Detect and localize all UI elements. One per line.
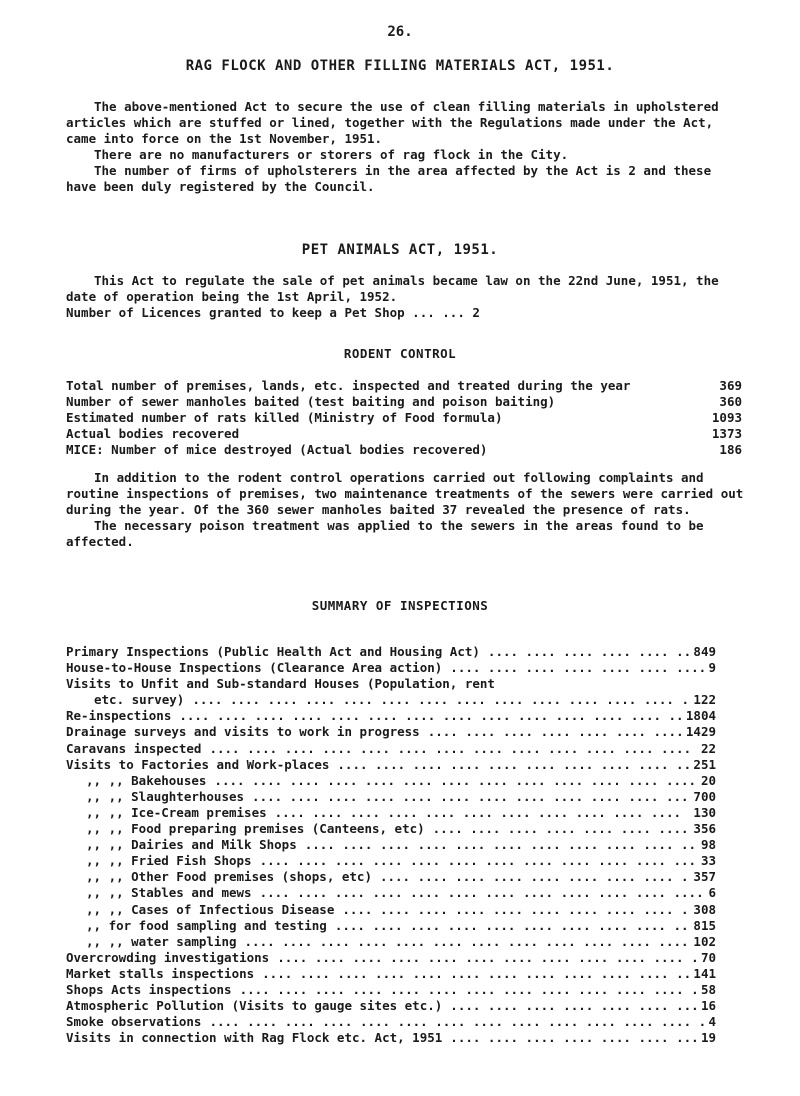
- summary-label: ,, ,, Other Food premises (shops, etc): [86, 869, 372, 885]
- summary-row: [66, 821, 716, 837]
- pet-licences-line: Number of Licences granted to keep a Pet Shop ... ... 2: [66, 305, 480, 320]
- rodent-stat-row: [66, 378, 742, 394]
- summary-row: [66, 789, 716, 805]
- leader-dots: [237, 934, 690, 950]
- summary-row: [66, 982, 716, 998]
- rodent-stat-value: 1093: [711, 410, 742, 425]
- leader-dots: [425, 821, 690, 837]
- leader-dots: [252, 885, 705, 901]
- leader-dots: [201, 741, 696, 757]
- rodent-stat-row: [66, 426, 742, 442]
- leader-dots: [269, 950, 697, 966]
- pet-animals-heading: PET ANIMALS ACT, 1951.: [301, 242, 499, 258]
- summary-label: Market stalls inspections: [66, 965, 255, 981]
- rag-flock-paragraph-3: The number of firms of upholsterers in the area affected by the Act is 2 and these have been duly registered by the Council.: [66, 163, 712, 194]
- leader-dots: [329, 757, 689, 773]
- summary-row: [66, 741, 716, 757]
- rag-flock-paragraph-2: There are no manufacturers or storers of rag flock in the City.: [94, 147, 569, 162]
- summary-value: 102: [693, 933, 716, 949]
- summary-value: 1429: [685, 724, 716, 740]
- summary-label: ,, ,, water sampling: [86, 933, 237, 949]
- page-number: 26.: [387, 24, 413, 40]
- rodent-stat-label: Total number of premises, lands, etc. inspected and treated during the year: [66, 378, 631, 393]
- leader-dots: [442, 660, 704, 676]
- pet-animals-paragraph: This Act to regulate the sale of pet animals became law on the 22nd June, 1951, the date of operation being the 1st April, 1952.: [66, 273, 719, 304]
- summary-row: [66, 869, 716, 885]
- summary-label: ,, ,, Slaughterhouses: [86, 788, 245, 804]
- rodent-paragraph-1: In addition to the rodent control operations carried out following complaints and routine inspections of premises, two maintenance treatments of the sewers were carried out during the year. Of the 360 sewer manholes baited 37 revealed the presence of rats.: [66, 470, 744, 517]
- leader-dots: [297, 837, 697, 853]
- summary-value: 141: [693, 965, 716, 981]
- summary-row: [66, 805, 716, 821]
- leader-dots: [171, 708, 682, 724]
- summary-label: ,, ,, Ice-Cream premises: [86, 804, 267, 820]
- summary-label: ,, ,, Dairies and Milk Shops: [86, 837, 297, 853]
- summary-label: ,, ,, Food preparing premises (Canteens, etc): [86, 821, 425, 837]
- summary-label: ,, ,, Bakehouses: [86, 772, 207, 788]
- summary-row: [66, 676, 716, 692]
- summary-label: etc. survey): [94, 692, 185, 708]
- summary-row: [66, 934, 716, 950]
- leader-dots: [184, 692, 689, 708]
- summary-label: Drainage surveys and visits to work in progress: [66, 724, 420, 740]
- summary-value: 20: [700, 772, 716, 788]
- summary-value: 308: [693, 901, 716, 917]
- rodent-stat-label: Number of sewer manholes baited (test baiting and poison baiting): [66, 394, 556, 409]
- leader-dots: [252, 853, 697, 869]
- rag-flock-heading: RAG FLOCK AND OTHER FILLING MATERIALS ACT, 1951.: [185, 58, 615, 74]
- summary-label: Overcrowding investigations: [66, 949, 270, 965]
- leader-dots: [244, 789, 689, 805]
- rag-flock-body: [66, 99, 746, 195]
- rodent-stat-value: 186: [719, 442, 742, 457]
- summary-label: Visits to Factories and Work-places: [66, 756, 330, 772]
- summary-row: [66, 1014, 716, 1030]
- leader-dots: [267, 805, 690, 821]
- summary-value: 19: [700, 1030, 716, 1046]
- summary-value: 815: [693, 917, 716, 933]
- summary-value: 98: [700, 837, 716, 853]
- summary-label: ,, ,, Stables and mews: [86, 885, 252, 901]
- summary-table: [66, 644, 716, 1046]
- summary-row: [66, 773, 716, 789]
- summary-label: Caravans inspected: [66, 740, 202, 756]
- rodent-stat-value: 360: [719, 394, 742, 409]
- leader-dots: [372, 869, 689, 885]
- summary-value: 33: [700, 853, 716, 869]
- rag-flock-paragraph-1: The above-mentioned Act to secure the use of clean filling materials in upholstered articles which are stuffed or lined, together with the Regulations made under the Act, came into force on the 1st November, 1951.: [66, 99, 719, 146]
- rodent-paragraph-2: The necessary poison treatment was applied to the sewers in the areas found to be affected.: [66, 518, 704, 549]
- summary-value: 70: [700, 949, 716, 965]
- leader-dots: [206, 773, 697, 789]
- rodent-stat-row: [66, 442, 742, 458]
- summary-value: 130: [693, 804, 716, 820]
- summary-label: ,, ,, Fried Fish Shops: [86, 853, 252, 869]
- summary-value: 16: [700, 998, 716, 1014]
- summary-row: [66, 837, 716, 853]
- summary-row: [66, 918, 716, 934]
- leader-dots: [480, 644, 690, 660]
- summary-row: [66, 724, 716, 740]
- leader-dots: [442, 998, 697, 1014]
- summary-label: Shops Acts inspections: [66, 981, 232, 997]
- rodent-stat-row: [66, 394, 742, 410]
- summary-label: House-to-House Inspections (Clearance Area action): [66, 660, 443, 676]
- leader-dots: [442, 1030, 697, 1046]
- summary-value: 1804: [685, 708, 716, 724]
- summary-value: 356: [693, 821, 716, 837]
- summary-row: [66, 966, 716, 982]
- summary-value: 849: [693, 644, 716, 659]
- rodent-stat-label: Actual bodies recovered: [66, 426, 240, 441]
- summary-value: 251: [693, 756, 716, 772]
- summary-row: [66, 757, 716, 773]
- summary-row: [66, 998, 716, 1014]
- summary-value: 6: [708, 885, 716, 901]
- rodent-stat-value: 1373: [711, 426, 742, 441]
- summary-row: [66, 902, 716, 918]
- rodent-stats: [66, 378, 742, 458]
- summary-row: [66, 885, 716, 901]
- rodent-control-body: [66, 470, 746, 550]
- rodent-stat-label: Estimated number of rats killed (Ministry of Food formula): [66, 410, 503, 425]
- summary-label: Re-inspections: [66, 708, 172, 724]
- summary-row: [66, 692, 716, 708]
- summary-value: 122: [693, 692, 716, 708]
- summary-label: Smoke observations: [66, 1014, 202, 1030]
- summary-heading: SUMMARY OF INSPECTIONS: [311, 598, 489, 613]
- rodent-stat-value: 369: [719, 378, 742, 393]
- pet-animals-body: [66, 273, 746, 321]
- rodent-control-heading: RODENT CONTROL: [343, 346, 457, 361]
- summary-row: [66, 644, 716, 660]
- summary-value: 22: [700, 740, 716, 756]
- summary-value: 9: [708, 660, 716, 676]
- summary-row: [66, 660, 716, 676]
- leader-dots: [232, 982, 697, 998]
- rodent-stat-label: MICE: Number of mice destroyed (Actual bodies recovered): [66, 442, 488, 457]
- summary-row: [66, 1030, 716, 1046]
- summary-row: [66, 708, 716, 724]
- summary-row: [66, 950, 716, 966]
- summary-label: Visits in connection with Rag Flock etc. Act, 1951: [66, 1030, 443, 1046]
- summary-value: 357: [693, 869, 716, 885]
- summary-value: 700: [693, 788, 716, 804]
- summary-label: ,, for food sampling and testing: [86, 917, 327, 933]
- summary-value: 4: [708, 1014, 716, 1030]
- summary-label: ,, ,, Cases of Infectious Disease: [86, 901, 335, 917]
- summary-row: [66, 853, 716, 869]
- leader-dots: [334, 902, 689, 918]
- leader-dots: [254, 966, 689, 982]
- summary-label: Primary Inspections (Public Health Act and Housing Act): [66, 644, 480, 659]
- summary-label: Atmospheric Pollution (Visits to gauge sites etc.): [66, 998, 443, 1014]
- leader-dots: [327, 918, 690, 934]
- summary-value: 58: [700, 981, 716, 997]
- leader-dots: [420, 724, 682, 740]
- summary-label: Visits to Unfit and Sub-standard Houses (Population, rent: [66, 676, 495, 692]
- leader-dots: [201, 1014, 704, 1030]
- rodent-stat-row: [66, 410, 742, 426]
